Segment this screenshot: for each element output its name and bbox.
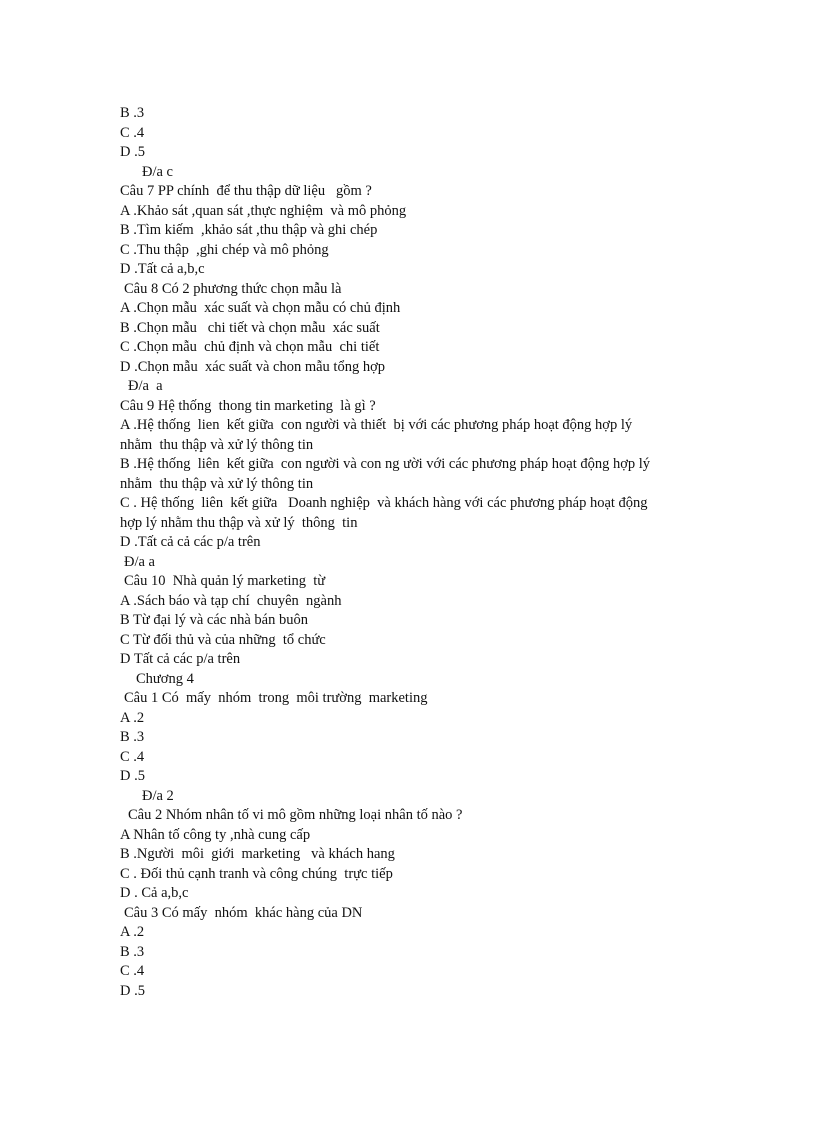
text-line: D Tất cả các p/a trên xyxy=(120,651,241,667)
text-line: D .Tất cả cả các p/a trên xyxy=(120,534,261,550)
text-line: B .Hệ thống liên kết giữa con người và con ng ười với các phương pháp hoạt động hợp lý xyxy=(120,456,651,472)
text-line: B .Tìm kiếm ,khảo sát ,thu thập và ghi chép xyxy=(120,222,378,238)
text-line: nhằm thu thập và xử lý thông tin xyxy=(120,436,314,453)
text-line: Câu 7 PP chính để thu thập dữ liệu gồm ? xyxy=(120,183,372,199)
text-line: B Từ đại lý và các nhà bán buôn xyxy=(120,612,308,628)
text-line: Câu 1 Có mấy nhóm trong môi trường marketing xyxy=(124,690,428,706)
text-line: C Từ đối thủ và của những tổ chức xyxy=(120,631,326,648)
text-line: D .5 xyxy=(120,144,145,160)
text-line: Câu 8 Có 2 phương thức chọn mẫu là xyxy=(124,280,342,297)
text-line: nhằm thu thập và xử lý thông tin xyxy=(120,475,314,492)
text-line: Câu 10 Nhà quản lý marketing từ xyxy=(124,573,326,589)
text-line: C .4 xyxy=(120,124,145,141)
text-line: B .3 xyxy=(120,729,145,745)
text-line: D . Cả a,b,c xyxy=(120,885,189,901)
text-line: Câu 9 Hệ thống thong tin marketing là gì ? xyxy=(120,397,376,414)
text-line: hợp lý nhằm thu thập và xử lý thông tin xyxy=(120,514,358,531)
text-line: B .3 xyxy=(120,943,145,960)
text-line: B .Chọn mẫu chi tiết và chọn mẫu xác suất xyxy=(120,319,380,336)
text-line: B .Người môi giới marketing và khách hang xyxy=(120,846,395,862)
text-line: Đ/a c xyxy=(142,163,173,180)
text-line: C . Hệ thống liên kết giữa Doanh nghiệp và khách hàng với các phương pháp hoạt động xyxy=(120,495,648,511)
text-line: C . Đối thủ cạnh tranh và công chúng trực tiếp xyxy=(120,865,393,882)
text-line: Chương 4 xyxy=(136,670,194,687)
text-line: Câu 3 Có mấy nhóm khác hàng của DN xyxy=(124,904,363,921)
text-line: D .Chọn mẫu xác suất và chon mẫu tổng hợp xyxy=(120,358,385,375)
text-line: Đ/a a xyxy=(128,378,163,394)
text-line: B .3 xyxy=(120,105,145,121)
text-line: A .Chọn mẫu xác suất và chọn mẫu có chủ định xyxy=(120,300,401,316)
text-line: A .2 xyxy=(120,709,145,726)
text-line: C .4 xyxy=(120,963,145,979)
text-line: C .4 xyxy=(120,748,145,765)
text-line: A .2 xyxy=(120,924,145,940)
text-line: Đ/a 2 xyxy=(142,787,174,804)
text-line: Câu 2 Nhóm nhân tố vi mô gồm những loại nhân tố nào ? xyxy=(128,807,463,823)
text-line: D .5 xyxy=(120,768,145,784)
text-line: D .Tất cả a,b,c xyxy=(120,261,205,277)
text-line: C .Thu thập ,ghi chép và mô phỏng xyxy=(120,241,329,258)
text-line: A Nhân tố công ty ,nhà cung cấp xyxy=(120,826,311,843)
text-line: A .Sách báo và tạp chí chuyên ngành xyxy=(120,592,342,609)
text-line: A .Khảo sát ,quan sát ,thực nghiệm và mô phỏng xyxy=(120,202,407,219)
text-line: Đ/a a xyxy=(124,553,155,570)
document-body xyxy=(120,104,720,1001)
text-line: A .Hệ thống lien kết giữa con người và thiết bị với các phương pháp hoạt động hợp lý xyxy=(120,417,633,433)
text-line: D .5 xyxy=(120,982,145,999)
text-line: C .Chọn mẫu chủ định và chọn mẫu chi tiết xyxy=(120,339,380,355)
